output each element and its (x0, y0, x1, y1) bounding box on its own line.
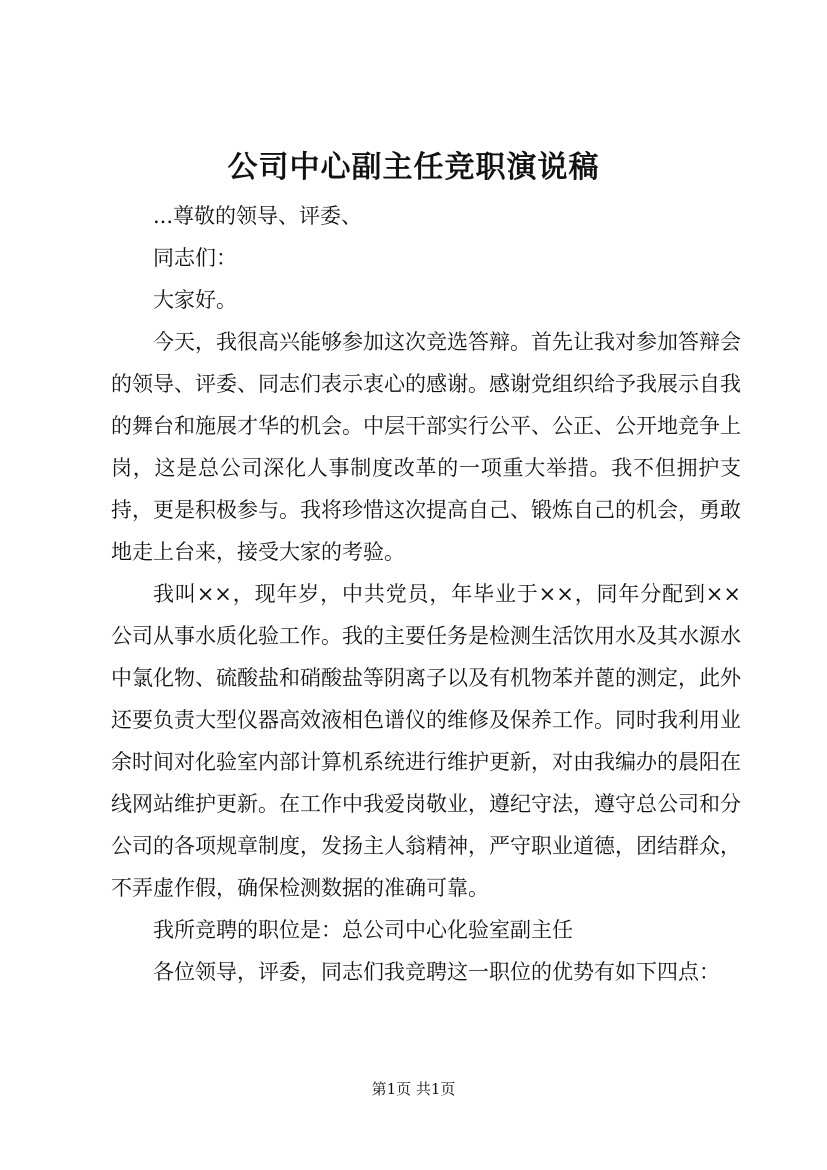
paragraph-advantages: 各位领导，评委，同志们我竞聘这一职位的优势有如下四点： (153, 960, 720, 984)
paragraph-salutation: ...尊敬的领导、评委、 (153, 204, 363, 228)
paragraph-position: 我所竞聘的职位是：总公司中心化验室副主任 (153, 918, 573, 942)
paragraph-introduction: 今天，我很高兴能够参加这次竞选答辩。首先让我对参加答辩会的领导、评委、同志们表示衷心的感谢。感谢党组织给予我展示自我的舞台和施展才华的机会。中层干部实行公平、公正、公开地竞争上岗，这是总公司深化人事制度改革的一项重大举措。我不但拥护支持，更是积极参与。我将珍惜这次提高自己、锻炼自己的机会，勇敢地走上台来，接受大家的考验。 (111, 330, 741, 564)
document-body (111, 195, 741, 993)
paragraph-greeting: 大家好。 (153, 288, 237, 312)
page-footer: 第1页 共1页 (371, 1080, 456, 1098)
paragraph-salutation-comrades: 同志们： (153, 246, 237, 270)
paragraph-self-introduction: 我叫××，现年岁，中共党员，年毕业于××，同年分配到××公司从事水质化验工作。我的主要任务是检测生活饮用水及其水源水中氯化物、硫酸盐和硝酸盐等阴离子以及有机物苯并蓖的测定，此外还要负责大型仪器高效液相色谱仪的维修及保养工作。同时我利用业余时间对化验室内部计算机系统进行维护更新，对由我编办的晨阳在线网站维护更新。在工作中我爱岗敬业，遵纪守法，遵守总公司和分公司的各项规章制度，发扬主人翁精神，严守职业道德，团结群众，不弄虚作假，确保检测数据的准确可靠。 (111, 582, 741, 900)
document-title: 公司中心副主任竞职演说稿 (227, 150, 600, 185)
